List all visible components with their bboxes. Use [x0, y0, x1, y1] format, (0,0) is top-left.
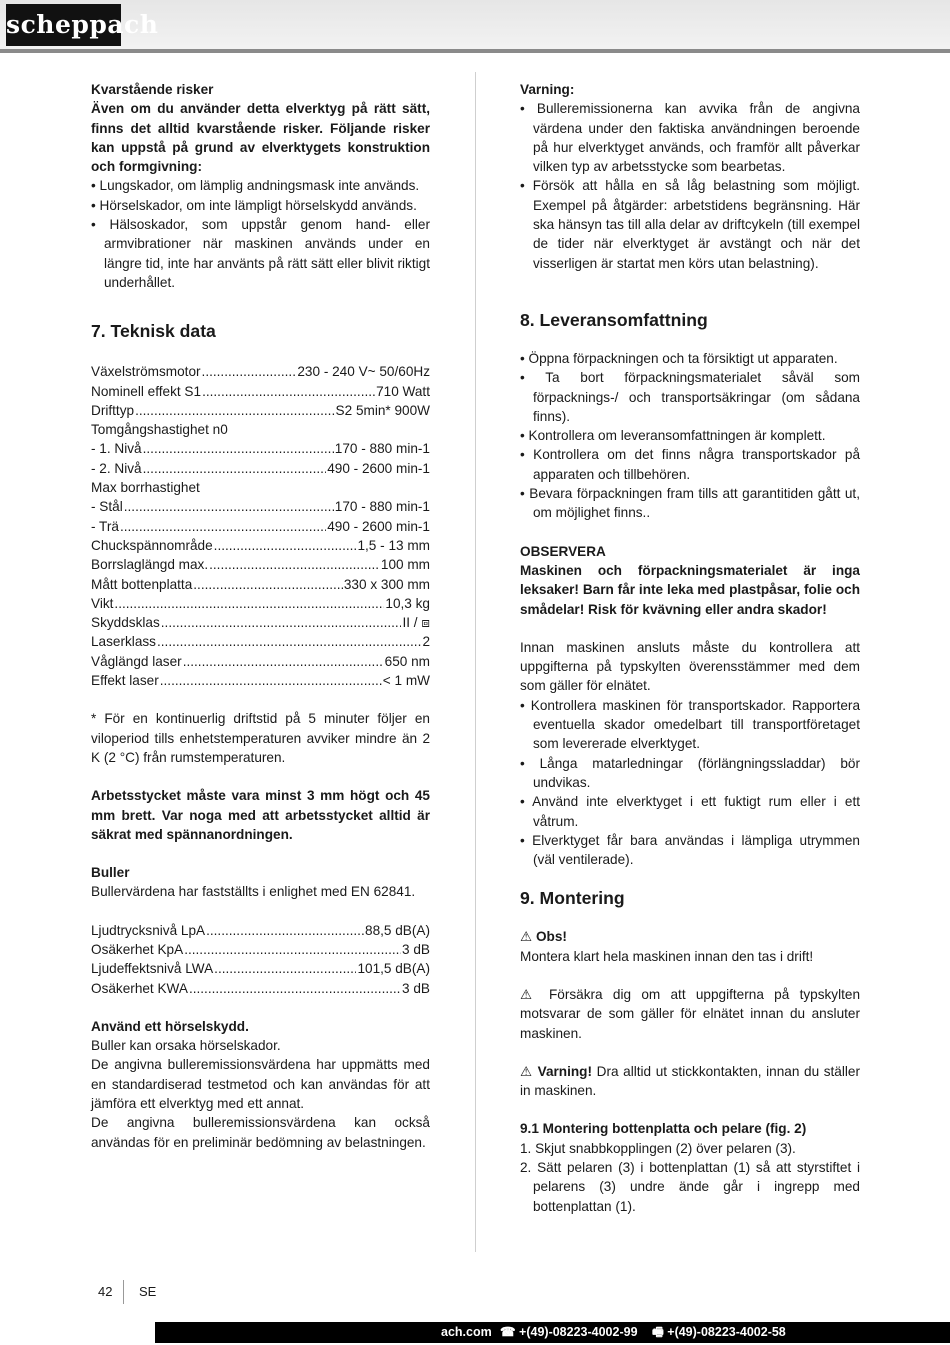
- risks-title: Kvarstående risker: [91, 82, 214, 97]
- step-item: 2. Sätt pelaren (3) i bottenplattan (1) så att styrstiftet i pelarens (3) undre ände går i ingrepp med bottenplattan (1).: [520, 1160, 860, 1214]
- spec-row: - 1. Nivå ..... 170 - 880 min-1: [91, 439, 430, 458]
- risk-item: • Hälsoskador, som uppstår genom hand- eller armvibrationer när maskinen används under en längre tid, inte har använts på rätt sätt eller blivit riktigt underhållet.: [91, 217, 430, 290]
- left-column: [91, 80, 430, 1152]
- warn-label: Varning!: [537, 1063, 593, 1079]
- delivery-item: • Kontrollera om det finns några transportskador på apparaten och tillbehören.: [520, 447, 860, 482]
- spec-row: Max borrhastighet: [91, 480, 200, 496]
- hearing-text: Buller kan orsaka hörselskador.: [91, 1038, 281, 1054]
- warning-item: • Försök att hålla en så låg belastning som möjligt. Exempel på åtgärder: arbetstidens begränsning. Här ska hänsyn tas till alla delar av driftcykeln (till exempel de tider när elverktyget är avstängt och när det visserligen är startat men körs utan belastning).: [520, 178, 860, 271]
- right-column: [520, 80, 860, 1216]
- workpiece-note: Arbetsstycket måste vara minst 3 mm högt och 45 mm brett. Var noga med att arbetsstycket alltid är säkrat med spännanordningen.: [91, 788, 430, 842]
- assure-note: [520, 985, 860, 1043]
- delivery-item: • Kontrollera om leveransomfattningen är komplett.: [520, 428, 826, 444]
- section-heading-assembly: 9. Montering: [520, 888, 625, 909]
- check-item: • Kontrollera maskinen för transportskador. Rapportera eventuella skador omedelbart till transportföretaget som levererade elverktyget.: [520, 697, 860, 752]
- noise-row: Osäkerhet KpA ..... 3 dB: [91, 940, 430, 959]
- warn-note: [520, 1062, 860, 1101]
- delivery-item: • Bevara förpackningen fram tills att garantitiden gått ut, om möjlighet finns..: [520, 486, 860, 521]
- risk-item: • Hörselskador, om inte lämpligt hörselskydd används.: [91, 197, 417, 213]
- risks-intro: Även om du använder detta elverktyg på rätt sätt, finns det alltid kvarstående risker. Följande risker kan uppstå på grund av elverktygets konstruktion och formgivning:: [91, 101, 430, 175]
- fax-number: 🖷 +(49)-08223-4002-58: [652, 1325, 786, 1339]
- obs-text: Montera klart hela maskinen innan den tas i drift!: [520, 948, 814, 964]
- spec-row: Skyddsklas ..... II / ⧈: [91, 613, 430, 632]
- noise-row: Ljudtrycksnivå LpA ..... 88,5 dB(A): [91, 921, 430, 940]
- spec-row: Tomgångshastighet n0: [91, 422, 228, 438]
- spec-row: - Trä ..... 490 - 2600 min-1: [91, 517, 430, 536]
- noise-title: Buller: [91, 865, 130, 881]
- risk-item: • Lungskador, om lämplig andningsmask inte används.: [91, 178, 420, 194]
- noise-text: Bullervärdena har fastställts i enlighet med EN 62841.: [91, 884, 416, 900]
- spec-row: - Stål ..... 170 - 880 min-1: [91, 497, 430, 516]
- section-heading-delivery: 8. Leveransomfattning: [520, 309, 708, 330]
- spec-row: Drifttyp ..... S2 5min* 900W: [91, 401, 430, 420]
- noise-row: Osäkerhet KWA ..... 3 dB: [91, 979, 430, 998]
- warning-triangle-icon: ⚠: [520, 929, 533, 945]
- spec-row: Nominell effekt S1 ..... 710 Watt: [91, 382, 430, 401]
- hearing-text: De angivna bulleremissionsvärdena har uppmätts med en standardiserad testmetod och kan användas för att jämföra ett elverktyg med ett annat.: [91, 1057, 430, 1112]
- spec-row: - 2. Nivå ..... 490 - 2600 min-1: [91, 459, 430, 478]
- check-text: Innan maskinen ansluts måste du kontrollera att uppgifterna på typskylten överensstämmer med dem som gäller för elnätet.: [520, 639, 860, 694]
- warning-triangle-icon: ⚠: [520, 986, 539, 1002]
- check-item: • Långa matarledningar (förlängningssladdar) bör undvikas.: [520, 755, 860, 790]
- obs-label: Obs!: [535, 929, 567, 945]
- noise-table: [91, 921, 430, 998]
- header-rule: [0, 49, 950, 53]
- delivery-item: • Öppna förpackningen och ta försiktigt ut apparaten.: [520, 350, 838, 366]
- hearing-title: Använd ett hörselskydd.: [91, 1018, 249, 1034]
- page-number: 42: [98, 1284, 113, 1299]
- section-heading-technical-data: 7. Teknisk data: [91, 321, 216, 342]
- check-item: • Elverktyget får bara användas i lämpliga utrymmen (väl ventilerade).: [520, 832, 860, 868]
- spec-row: Effekt laser ..... < 1 mW: [91, 671, 430, 690]
- spec-row: Chuckspännområde ..... 1,5 - 13 mm: [91, 536, 430, 555]
- obs-note: [520, 927, 860, 946]
- assure-text: Försäkra dig om att uppgifterna på typskylten motsvarar de som gäller för elnätet innan du ansluter maskinen.: [520, 986, 861, 1041]
- check-item: • Använd inte elverktyget i ett fuktigt rum eller i ett våtrum.: [520, 794, 860, 829]
- brand-logo: scheppach: [6, 4, 121, 46]
- spec-row: Vikt ..... 10,3 kg: [91, 594, 430, 613]
- spec-row: Laserklass ..... 2: [91, 632, 430, 651]
- spec-table: [91, 362, 430, 690]
- observe-text: Maskinen och förpackningsmaterialet är inga leksaker! Barn får inte leka med plastpåsar, folie och smådelar! Risk för kvävning eller andra skador!: [520, 562, 860, 617]
- noise-row: Ljudeffektsnivå LWA ..... 101,5 dB(A): [91, 959, 430, 978]
- spec-row: Borrslaglängd max. ..... 100 mm: [91, 555, 430, 574]
- spec-row: Växelströmsmotor ..... 230 - 240 V~ 50/60Hz: [91, 362, 430, 381]
- warning-item: • Bulleremissionerna kan avvika från de angivna värdena under den faktiska användningen beroende på hur elverktyget används, och framför allt påverkar vilken typ av arbetsstycke som bearbetas.: [520, 101, 860, 175]
- step-item: 1. Skjut snabbkopplingen (2) över pelaren (3).: [520, 1140, 796, 1156]
- delivery-item: • Ta bort förpackningsmaterialet såväl som förpacknings-/ och transportsäkringar (om sådana finns).: [520, 370, 860, 424]
- warn-text: Dra alltid ut stickkontakten, innan du ställer in maskinen.: [520, 1063, 860, 1099]
- duty-footnote: * För en kontinuerlig driftstid på 5 minuter följer en viloperiod tills enhetstemperaturen avviker mindre än 2 K (2 °C) från rumstemperaturen.: [91, 711, 430, 765]
- warning-triangle-icon: ⚠: [520, 1063, 534, 1079]
- spec-row: Mått bottenplatta ..... 330 x 300 mm: [91, 575, 430, 594]
- phone-number: ☎ +(49)-08223-4002-99: [500, 1325, 638, 1339]
- column-divider: [475, 72, 476, 1252]
- warning-title: Varning:: [520, 82, 575, 97]
- hearing-text: De angivna bulleremissionsvärdena kan också användas för en preliminär bedömning av belastningen.: [91, 1115, 430, 1150]
- observe-title: OBSERVERA: [520, 543, 606, 559]
- contact-bar: [155, 1322, 950, 1343]
- subsection-heading: 9.1 Montering bottenplatta och pelare (fig. 2): [520, 1121, 807, 1137]
- footer-divider: [123, 1280, 124, 1304]
- website-link[interactable]: ach.com: [441, 1325, 492, 1339]
- spec-row: Våglängd laser ..... 650 nm: [91, 652, 430, 671]
- language-code: SE: [139, 1284, 157, 1299]
